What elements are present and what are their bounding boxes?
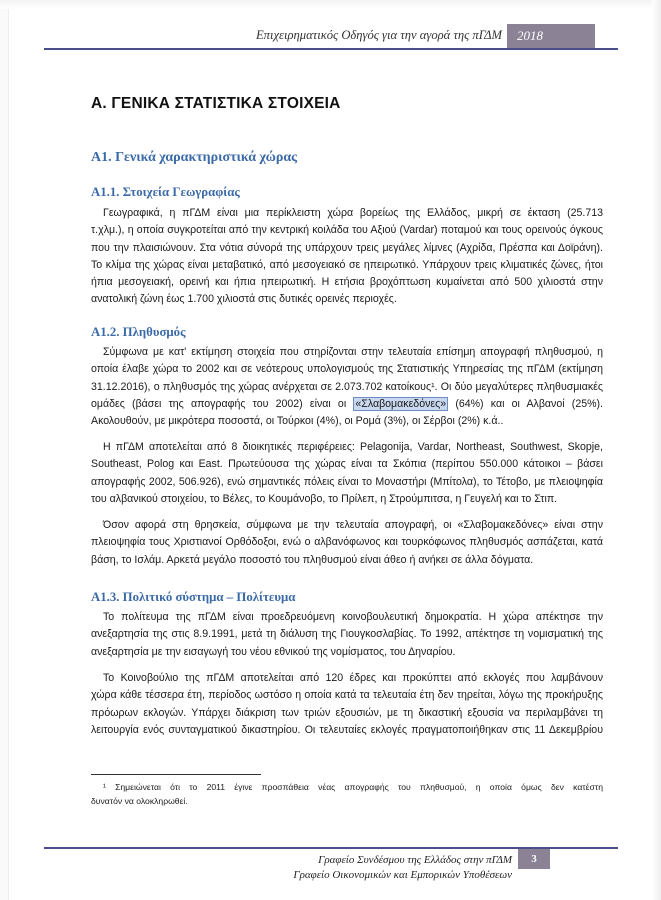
footnote	[91, 781, 603, 808]
text-line: ήπια μεσογειακή, ορεινή και ήπια ηπειρωτική. Η ετήσια βροχόπτωση κυμαίνεται από 500 χιλιοστά στην	[91, 276, 603, 289]
text-segment: (64%) και οι Αλβανοί (25%).	[448, 397, 603, 410]
text-line: τ.χλμ.), η οποία συγκροτείται από την κεντρική κοιλάδα του Αξιού (Vardar) ποταμού και τους ορεινούς όγκους	[91, 224, 603, 237]
text-line: Το κλίμα της χώρας είναι μεταβατικό, από μεσογειακό σε ηπειρωτικό. Υπάρχουν τρεις κλιματικές ζώνες, ήτοι	[91, 258, 603, 271]
text-line: 31.12.2016), ο πληθυσμός της χώρας ανέρχεται σε 2.073.702 κατοίκους¹. Οι δύο μεγαλύτερες πληθυσμιακές	[91, 380, 603, 393]
text-line: που την πλαισιώνουν. Στα νότια σύνορά της υπάρχουν τρεις μεγάλες λίμνες (Αχρίδα, Πρέσπα και Δοϊράνη).	[91, 241, 603, 254]
text-line: πρόωρων εκλογών. Υπάρχει διάκριση των τριών εξουσιών, με τη δικαστική εξουσία να περιλαμβάνει τη	[91, 706, 603, 719]
text-line: Όσον αφορά στη θρησκεία, σύμφωνα με την τελευταία απογραφή, οι «Σλαβομακεδόνες» είναι στην	[103, 519, 603, 531]
geography-paragraph	[91, 205, 603, 309]
population-paragraph-2	[91, 439, 603, 508]
text-line: Σύμφωνα με κατ' εκτίμηση στοιχεία που στηρίζονται στην τελευταία επίσημη απογραφή πληθυσμού, η	[103, 346, 603, 358]
political-paragraph-2	[91, 670, 603, 739]
text-line: βάση, το Ισλάμ. Αρκετά μεγάλο ποσοστό του πληθυσμού είναι άθεο ή ανήκει σε άλλα δόγματα.	[91, 553, 534, 566]
text-line: Το Κοινοβούλιο της πΓΔΜ αποτελείται από 120 έδρες και προκύπτει από εκλογές που λαμβάνουν	[103, 672, 603, 684]
text-line: του αλβανικού στοιχείου, το Βέλες, το Κουμάνοβο, το Πρίλεπ, η Στρούμπιτσα, η Γευγελή και το Στιπ.	[91, 492, 558, 505]
population-heading: Α1.2. Πληθυσμός	[91, 325, 186, 339]
header-year-badge: 2018	[507, 24, 595, 48]
footer-department-line: Γραφείο Οικονομικών και Εμπορικών Υποθέσεων	[293, 869, 512, 881]
section-title: Α. ΓΕΝΙΚΑ ΣΤΑΤΙΣΤΙΚΑ ΣΤΟΙΧΕΙΑ	[91, 95, 341, 112]
text-line: Southeast, Polog και East. Πρωτεύουσα της χώρας είναι τα Σκόπια (περίπου 550.000 κάτοικοι – βάσει	[91, 458, 603, 471]
text-line: Το πολίτευμα της πΓΔΜ είναι προεδρευόμενη κοινοβουλευτική δημοκρατία. Η χώρα απέκτησε την	[103, 611, 603, 623]
text-line: ανεξαρτησία της στις 8.9.1991, μετά τη διάλυση της Γιουγκοσλαβίας. Το 1992, απέκτησε τη νομισματική της	[91, 628, 603, 641]
text-line: Ακολουθούν, με μικρότερα ποσοστά, οι Τούρκοι (4%), οι Ρομά (3%), οι Σέρβοι (2%) κ.ά..	[91, 415, 504, 428]
text-line: ανατολική ζώνη έως 1.700 χιλιοστά στις δυτικές ορεινές περιοχές.	[91, 293, 397, 306]
text-line: πλειοψηφία τους Χριστιανοί Ορθόδοξοι, ενώ ο αλβανόφωνος και τουρκόφωνος πληθυσμός ασπάζεται, κατά	[91, 536, 603, 549]
text-line: Η πΓΔΜ αποτελείται από 8 διοικητικές περιφέρειες: Pelagonija, Vardar, Northeast, Southwest, Skopje,	[103, 441, 603, 453]
header-title: Επιχειρηματικός Οδηγός για την αγορά της πΓΔΜ	[255, 28, 502, 42]
geography-heading: Α1.1. Στοιχεία Γεωγραφίας	[91, 185, 240, 199]
page-header	[44, 24, 618, 49]
text-line	[91, 396, 603, 413]
population-paragraph-3	[91, 517, 603, 569]
political-heading: Α1.3. Πολιτικό σύστημα – Πολίτευμα	[91, 590, 296, 604]
text-line: χώρα κάθε τέσσερα έτη, περίοδος ωστόσο η οποία κατά τα τελευταία έτη δεν τηρείται, λόγω της προκήρυξης	[91, 689, 603, 702]
text-line: οποία έλαβε χώρα το 2002 και σε νεότερους υπολογισμούς της Στατιστικής Υπηρεσίας της πΓΔΜ (εκτίμηση	[91, 363, 603, 376]
highlighted-term: «Σλαβομακεδόνες»	[355, 397, 447, 410]
footnote-line: ¹ Σημειώνεται ότι το 2011 έγινε προσπάθεια νέας απογραφής του πληθυσμού, η οποία όμως δεν κατέστη	[103, 782, 603, 792]
text-segment: ομάδες (βάσει της απογραφής του 2002) είναι οι	[91, 397, 354, 410]
text-line: Γεωγραφικά, η πΓΔΜ είναι μια περίκλειστη χώρα βορείως της Ελλάδος, μικρή σε έκταση (25.713	[103, 207, 603, 219]
text-line: απογραφής 2002, 506.926), ενώ σημαντικές πόλεις είναι το Μοναστήρι (Μπίτολα), το Τέτοβο, με πλειοψηφία	[91, 475, 603, 488]
page-edge-left	[0, 0, 9, 900]
footer-office-line: Γραφείο Συνδέσμου της Ελλάδος στην πΓΔΜ	[318, 854, 512, 866]
header-rule	[44, 48, 618, 50]
subsection-title: Α1. Γενικά χαρακτηριστικά χώρας	[91, 150, 298, 165]
page-footer	[240, 853, 512, 883]
page-edge-top	[0, 0, 661, 9]
text-line: λειτουργία ενός συνταγματικού δικαστηρίου. Οι τελευταίες εκλογές πραγματοποιήθηκαν στις 11 Δεκεμβρίου	[91, 723, 603, 736]
footnote-line: δυνατόν να ολοκληρωθεί.	[91, 795, 188, 806]
footnote-separator	[91, 774, 261, 775]
text-line: ανεξαρτησία με την εισαγωγή του νέου εθνικού της νομίσματος, του Δηναρίου.	[91, 645, 456, 658]
page-number-badge: 3	[518, 849, 550, 869]
political-paragraph-1	[91, 609, 603, 661]
population-paragraph-1	[91, 344, 603, 430]
page-edge-right	[652, 0, 661, 900]
